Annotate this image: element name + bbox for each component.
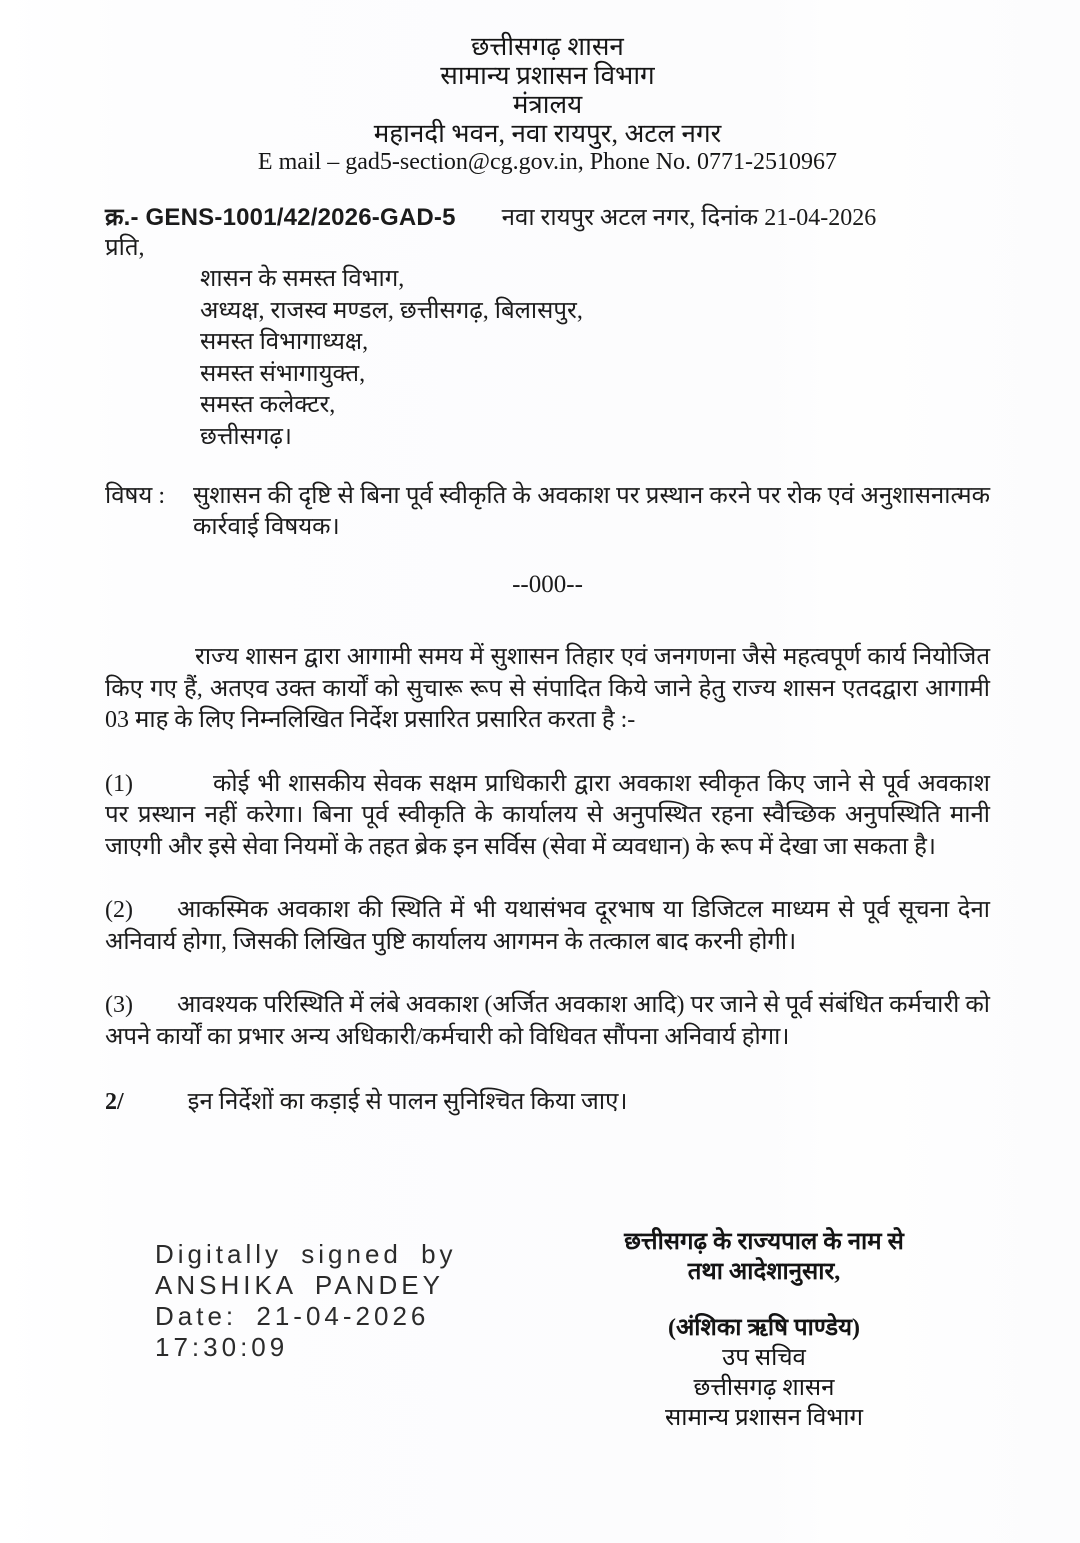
department-name: सामान्य प्रशासन विभाग — [440, 61, 655, 90]
signer-designation: उप सचिव — [722, 1344, 806, 1371]
recipient-line: समस्त कलेक्टर, — [200, 392, 336, 418]
subject-text: सुशासन की दृष्टि से बिना पूर्व स्वीकृति के अवकाश पर प्रस्थान करने पर रोक एवं अनुशासनात्मक कार्रवाई विषयक। — [193, 483, 990, 540]
point-3 — [105, 990, 990, 1053]
separator: --000-- — [512, 571, 583, 598]
place-and-date: नवा रायपुर अटल नगर, दिनांक 21-04-2026 — [501, 205, 877, 231]
recipient-line: समस्त विभागाध्यक्ष, — [200, 329, 369, 355]
recipient-line: छत्तीसगढ़। — [200, 423, 292, 450]
point-3-text: आवश्यक परिस्थिति में लंबे अवकाश (अर्जित अवकाश आदि) पर जाने से पूर्व संबंधित कर्मचारी को अपने कार्यों का प्रभार अन्य अधिकारी/कर्मचारी को विधिवत सौंपना अनिवार्य होगा। — [105, 992, 991, 1050]
to-label: प्रति, — [105, 235, 145, 261]
authority-signature-block — [596, 1227, 932, 1433]
contact-line: E mail – gad5-section@cg.gov.in, Phone No. 0771-2510967 — [257, 149, 838, 175]
authority-line-1: छत्तीसगढ़ के राज्यपाल के नाम से — [624, 1228, 904, 1255]
letterhead — [105, 32, 990, 177]
intro-paragraph: राज्य शासन द्वारा आगामी समय में सुशासन तिहार एवं जनगणना जैसे महत्वपूर्ण कार्य नियोजित किए गए हैं, अतएव उक्त कार्यों को सुचारू रूप से संपादित किये जाने हेतु राज्य शासन एतदद्वारा आगामी 03 माह के लिए निम्नलिखित निर्देश प्रसारित प्रसारित करता है :- — [105, 644, 990, 733]
government-name: छत्तीसगढ़ शासन — [471, 32, 624, 61]
authority-line-2: तथा आदेशानुसार, — [687, 1258, 841, 1285]
ministry-name: मंत्रालय — [512, 90, 583, 119]
point-2-number: (2) — [105, 897, 133, 923]
signature-area — [105, 1227, 990, 1433]
subject-label: विषय : — [105, 483, 166, 509]
point-2-text: आकस्मिक अवकाश की स्थिति में भी यथासंभव दूरभाष या डिजिटल माध्यम से पूर्व सूचना देना अनिवार्य होगा, जिसकी लिखित पुष्टि कार्यालय आगमन के तत्काल बाद करनी होगी। — [105, 897, 990, 955]
digital-signature-time: 17:30:09 — [155, 1331, 289, 1362]
point-2 — [105, 895, 990, 958]
digital-signature-name: ANSHIKA PANDEY — [155, 1269, 444, 1300]
reference-row — [105, 203, 990, 233]
point-3-number: (3) — [105, 992, 133, 1018]
address-line: महानदी भवन, नवा रायपुर, अटल नगर — [373, 119, 722, 148]
digital-signature-date: Date: 21-04-2026 — [155, 1300, 430, 1331]
digital-signature-stamp — [155, 1239, 457, 1363]
recipient-line: शासन के समस्त विभाग, — [200, 266, 405, 292]
recipient-line: अध्यक्ष, राजस्व मण्डल, छत्तीसगढ़, बिलासपुर, — [200, 297, 583, 324]
closing-text: इन निर्देशों का कड़ाई से पालन सुनिश्चित किया जाए। — [187, 1089, 628, 1115]
closing-directive — [105, 1087, 990, 1119]
digital-signature-line: Digitally signed by — [155, 1238, 457, 1269]
signer-name: (अंशिका ऋषि पाण्डेय) — [667, 1314, 861, 1341]
point-1-text: कोई भी शासकीय सेवक सक्षम प्राधिकारी द्वारा अवकाश स्वीकृत किए जाने से पूर्व अवकाश पर प्रस्थान नहीं करेगा। बिना पूर्व स्वीकृति के कार्यालय से अनुपस्थित रहना स्वैच्छिक अनुपस्थिति मानी जाएगी और इसे सेवा नियमों के तहत ब्रेक इन सर्विस (सेवा में व्यवधान) के रूप में देखा जा सकता है। — [105, 770, 990, 860]
subject-row — [105, 481, 990, 543]
signer-org-2: सामान्य प्रशासन विभाग — [665, 1404, 863, 1431]
reference-number: क्र.- GENS-1001/42/2026-GAD-5 — [105, 204, 456, 231]
closing-number: 2/ — [105, 1089, 124, 1115]
recipients-list — [200, 264, 990, 453]
point-1 — [105, 769, 990, 864]
recipient-line: समस्त संभागायुक्त, — [200, 360, 366, 387]
signer-org-1: छत्तीसगढ़ शासन — [693, 1374, 835, 1401]
point-1-number: (1) — [105, 770, 133, 797]
